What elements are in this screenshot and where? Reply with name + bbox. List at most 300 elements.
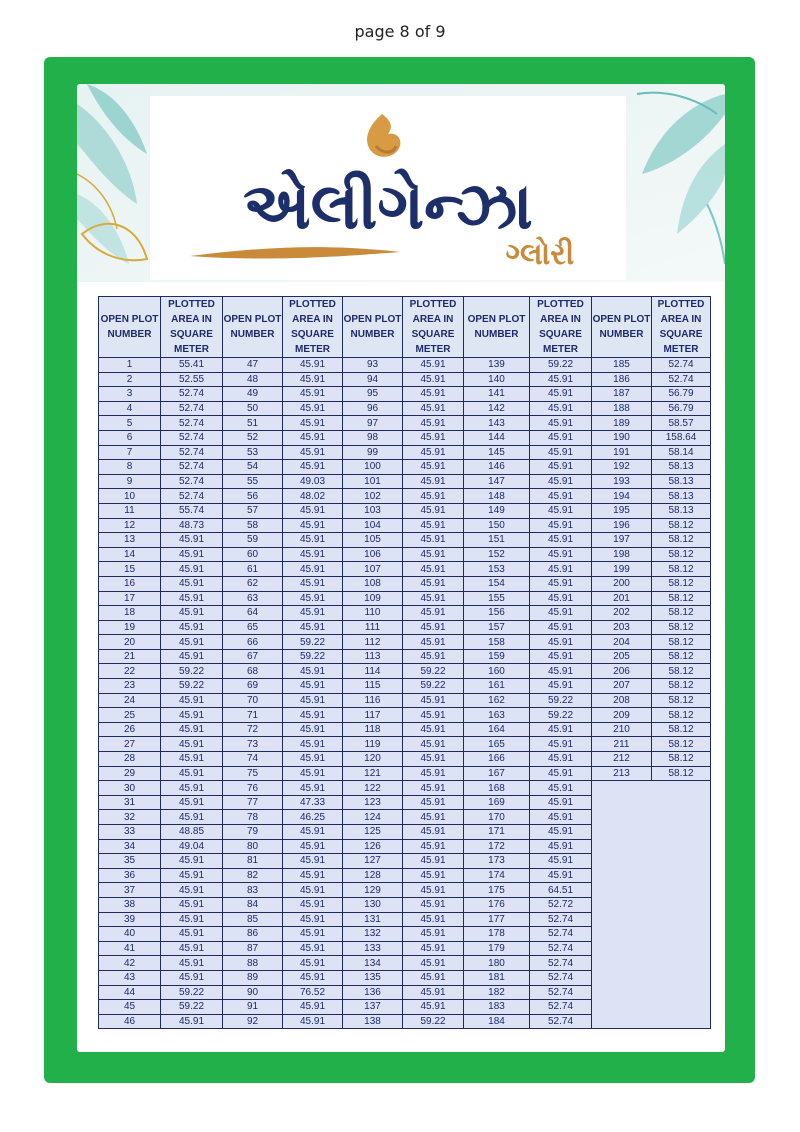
plot-number-cell: 123 (343, 795, 403, 810)
plot-area-cell: 45.91 (161, 1014, 223, 1029)
plot-area-cell: 45.91 (283, 970, 343, 985)
plot-area-cell: 45.91 (283, 430, 343, 445)
plot-number-cell: 38 (99, 897, 161, 912)
plot-number-cell: 64 (223, 606, 283, 621)
plot-area-cell: 58.12 (652, 664, 711, 679)
plot-number-cell: 2 (99, 372, 161, 387)
plot-number-cell: 178 (464, 927, 530, 942)
plot-area-cell: 45.91 (403, 722, 464, 737)
plot-number-cell: 146 (464, 460, 530, 475)
plot-area-cell: 45.91 (530, 547, 592, 562)
plot-area-cell: 45.91 (530, 460, 592, 475)
plot-number-cell: 91 (223, 1000, 283, 1015)
plot-number-cell: 145 (464, 445, 530, 460)
plot-area-cell: 45.91 (161, 693, 223, 708)
plot-area-cell: 55.74 (161, 503, 223, 518)
plot-area-cell: 45.91 (403, 576, 464, 591)
plot-area-cell: 45.91 (403, 474, 464, 489)
plot-area-cell: 45.91 (403, 985, 464, 1000)
table-row (99, 693, 711, 708)
plot-number-cell: 174 (464, 868, 530, 883)
brand-title: એલીગેન્ઝા (243, 170, 533, 244)
plot-area-cell: 45.91 (161, 649, 223, 664)
plot-area-cell: 45.91 (161, 795, 223, 810)
plot-number-cell: 158 (464, 635, 530, 650)
table-row (99, 781, 711, 796)
plot-number-cell: 156 (464, 606, 530, 621)
plot-area-cell: 45.91 (530, 503, 592, 518)
plot-area-cell: 58.12 (652, 722, 711, 737)
plot-area-cell: 45.91 (530, 795, 592, 810)
plot-number-cell: 83 (223, 883, 283, 898)
plot-area-cell: 48.02 (283, 489, 343, 504)
plot-area-cell: 58.12 (652, 752, 711, 767)
plot-area-cell: 46.25 (283, 810, 343, 825)
table-row (99, 460, 711, 475)
plot-area-cell: 45.91 (283, 387, 343, 402)
plot-area-cell: 45.91 (530, 766, 592, 781)
plot-area-cell: 45.91 (161, 868, 223, 883)
plot-number-cell: 9 (99, 474, 161, 489)
plot-number-cell: 203 (592, 620, 652, 635)
plot-area-cell: 45.91 (283, 708, 343, 723)
brand-subtitle: ગ્લોરી (505, 237, 575, 272)
plot-area-cell: 45.91 (530, 649, 592, 664)
plot-number-cell: 58 (223, 518, 283, 533)
plot-number-cell: 109 (343, 591, 403, 606)
plot-area-cell: 45.91 (403, 795, 464, 810)
plot-number-cell: 190 (592, 430, 652, 445)
plot-number-cell: 106 (343, 547, 403, 562)
plot-number-cell: 85 (223, 912, 283, 927)
plot-area-cell: 58.13 (652, 460, 711, 475)
plot-area-cell: 45.91 (403, 825, 464, 840)
plot-area-cell: 45.91 (530, 737, 592, 752)
plot-area-cell: 45.91 (283, 781, 343, 796)
plot-number-cell: 69 (223, 679, 283, 694)
plot-number-cell: 98 (343, 430, 403, 445)
plot-number-cell: 159 (464, 649, 530, 664)
plot-number-cell: 19 (99, 620, 161, 635)
plot-number-cell: 119 (343, 737, 403, 752)
plot-area-cell: 45.91 (283, 1014, 343, 1029)
plot-area-table (98, 296, 711, 1029)
plot-area-cell: 58.12 (652, 562, 711, 577)
header-area: PLOTTED AREA IN SQUARE METER (161, 297, 223, 358)
plot-number-cell: 81 (223, 854, 283, 869)
plot-number-cell: 31 (99, 795, 161, 810)
plot-area-cell: 45.91 (403, 839, 464, 854)
plot-area-cell: 45.91 (161, 708, 223, 723)
plot-number-cell: 51 (223, 416, 283, 431)
table-row (99, 664, 711, 679)
plot-number-cell: 176 (464, 897, 530, 912)
header-plot-number: OPEN PLOT NUMBER (464, 297, 530, 358)
plot-number-cell: 139 (464, 358, 530, 373)
plot-area-cell: 45.91 (530, 679, 592, 694)
plot-number-cell: 116 (343, 693, 403, 708)
table-row (99, 372, 711, 387)
plot-number-cell: 135 (343, 970, 403, 985)
plot-area-cell: 45.91 (403, 416, 464, 431)
plot-area-cell: 45.91 (403, 606, 464, 621)
plot-area-cell: 58.12 (652, 606, 711, 621)
plot-area-cell: 45.91 (283, 533, 343, 548)
plot-number-cell: 47 (223, 358, 283, 373)
plot-area-cell: 58.12 (652, 533, 711, 548)
plot-number-cell: 166 (464, 752, 530, 767)
plot-area-cell: 59.22 (530, 708, 592, 723)
plot-number-cell: 86 (223, 927, 283, 942)
plot-area-cell: 64.51 (530, 883, 592, 898)
plot-area-cell: 45.91 (161, 810, 223, 825)
plot-area-cell: 58.12 (652, 693, 711, 708)
plot-number-cell: 4 (99, 401, 161, 416)
plot-number-cell: 1 (99, 358, 161, 373)
plot-number-cell: 213 (592, 766, 652, 781)
plot-number-cell: 93 (343, 358, 403, 373)
plot-area-cell: 47.33 (283, 795, 343, 810)
plot-number-cell: 13 (99, 533, 161, 548)
plot-number-cell: 112 (343, 635, 403, 650)
plot-number-cell: 200 (592, 576, 652, 591)
plot-number-cell: 43 (99, 970, 161, 985)
table-row (99, 489, 711, 504)
plot-number-cell: 32 (99, 810, 161, 825)
plot-area-cell: 45.91 (530, 854, 592, 869)
plot-number-cell: 24 (99, 693, 161, 708)
plot-area-cell: 45.91 (283, 941, 343, 956)
table-body (99, 358, 711, 1029)
plot-area-cell: 45.91 (403, 562, 464, 577)
plot-area-cell: 45.91 (283, 1000, 343, 1015)
plot-number-cell: 87 (223, 941, 283, 956)
plot-area-cell: 45.91 (403, 372, 464, 387)
plot-number-cell: 152 (464, 547, 530, 562)
plot-area-cell: 58.12 (652, 708, 711, 723)
plot-number-cell: 17 (99, 591, 161, 606)
header-area: PLOTTED AREA IN SQUARE METER (530, 297, 592, 358)
plot-area-cell: 59.22 (161, 985, 223, 1000)
table-row (99, 503, 711, 518)
plot-number-cell: 182 (464, 985, 530, 1000)
plot-number-cell: 70 (223, 693, 283, 708)
plot-area-cell: 45.91 (161, 606, 223, 621)
plot-number-cell: 181 (464, 970, 530, 985)
plot-area-cell: 45.91 (530, 474, 592, 489)
plot-area-cell: 45.91 (283, 912, 343, 927)
header-plot-number: OPEN PLOT NUMBER (592, 297, 652, 358)
plot-area-cell: 45.91 (403, 401, 464, 416)
plot-area-cell: 45.91 (530, 781, 592, 796)
plot-area-cell: 45.91 (530, 576, 592, 591)
plot-area-cell: 45.91 (530, 664, 592, 679)
plot-area-cell: 45.91 (403, 635, 464, 650)
plot-number-cell: 68 (223, 664, 283, 679)
plot-number-cell: 73 (223, 737, 283, 752)
plot-number-cell: 48 (223, 372, 283, 387)
plot-area-cell: 45.91 (403, 460, 464, 475)
plot-area-cell: 45.91 (403, 489, 464, 504)
plot-number-cell: 104 (343, 518, 403, 533)
plot-number-cell: 79 (223, 825, 283, 840)
plot-area-cell: 45.91 (161, 547, 223, 562)
plot-area-cell: 55.41 (161, 358, 223, 373)
plot-number-cell: 193 (592, 474, 652, 489)
plot-number-cell: 161 (464, 679, 530, 694)
plot-number-cell: 136 (343, 985, 403, 1000)
plot-number-cell: 195 (592, 503, 652, 518)
header-area: PLOTTED AREA IN SQUARE METER (403, 297, 464, 358)
plot-area-cell: 45.91 (530, 372, 592, 387)
plot-number-cell: 206 (592, 664, 652, 679)
plot-area-cell: 45.91 (283, 416, 343, 431)
plot-number-cell: 59 (223, 533, 283, 548)
header-plot-number: OPEN PLOT NUMBER (223, 297, 283, 358)
plot-number-cell: 130 (343, 897, 403, 912)
plot-number-cell: 65 (223, 620, 283, 635)
header-area: PLOTTED AREA IN SQUARE METER (652, 297, 711, 358)
plot-number-cell: 212 (592, 752, 652, 767)
plot-area-cell: 45.91 (161, 912, 223, 927)
plot-number-cell: 191 (592, 445, 652, 460)
plot-area-cell: 45.91 (283, 766, 343, 781)
plot-area-cell: 58.12 (652, 620, 711, 635)
plot-area-cell: 45.91 (283, 620, 343, 635)
plot-number-cell: 61 (223, 562, 283, 577)
table-row (99, 752, 711, 767)
plot-area-cell: 45.91 (161, 766, 223, 781)
plot-number-cell: 122 (343, 781, 403, 796)
plot-area-cell: 58.14 (652, 445, 711, 460)
plot-number-cell: 210 (592, 722, 652, 737)
plot-area-cell: 45.91 (283, 591, 343, 606)
plot-number-cell: 46 (99, 1014, 161, 1029)
plot-number-cell: 144 (464, 430, 530, 445)
plot-area-cell: 59.22 (403, 679, 464, 694)
plot-number-cell: 42 (99, 956, 161, 971)
table-row (99, 358, 711, 373)
plot-number-cell: 100 (343, 460, 403, 475)
plot-number-cell: 143 (464, 416, 530, 431)
header-area: PLOTTED AREA IN SQUARE METER (283, 297, 343, 358)
plot-area-cell: 52.74 (530, 1014, 592, 1029)
plot-number-cell: 66 (223, 635, 283, 650)
header-plot-number: OPEN PLOT NUMBER (99, 297, 161, 358)
plot-area-cell: 52.74 (161, 489, 223, 504)
plot-area-cell: 58.13 (652, 489, 711, 504)
plot-area-cell: 45.91 (161, 576, 223, 591)
table-row (99, 562, 711, 577)
plot-number-cell: 21 (99, 649, 161, 664)
plot-number-cell: 102 (343, 489, 403, 504)
plot-number-cell: 75 (223, 766, 283, 781)
plot-number-cell: 11 (99, 503, 161, 518)
plot-area-cell: 45.91 (161, 752, 223, 767)
plot-number-cell: 22 (99, 664, 161, 679)
plot-area-cell: 45.91 (403, 941, 464, 956)
plot-number-cell: 117 (343, 708, 403, 723)
plot-area-cell: 52.74 (530, 912, 592, 927)
table-row (99, 722, 711, 737)
table-row (99, 547, 711, 562)
plot-number-cell: 198 (592, 547, 652, 562)
plot-number-cell: 175 (464, 883, 530, 898)
plot-area-cell: 45.91 (283, 679, 343, 694)
plot-number-cell: 90 (223, 985, 283, 1000)
plot-area-cell: 45.91 (530, 445, 592, 460)
plot-area-cell: 45.91 (161, 941, 223, 956)
plot-area-cell: 52.74 (530, 941, 592, 956)
table-row (99, 474, 711, 489)
plot-number-cell: 192 (592, 460, 652, 475)
table-row (99, 401, 711, 416)
plot-number-cell: 211 (592, 737, 652, 752)
plot-number-cell: 149 (464, 503, 530, 518)
plot-area-cell: 45.91 (530, 752, 592, 767)
plot-area-cell: 58.12 (652, 737, 711, 752)
plot-number-cell: 95 (343, 387, 403, 402)
plot-number-cell: 63 (223, 591, 283, 606)
plot-number-cell: 169 (464, 795, 530, 810)
plot-number-cell: 184 (464, 1014, 530, 1029)
plot-number-cell: 72 (223, 722, 283, 737)
plot-area-cell: 52.74 (161, 445, 223, 460)
plot-number-cell: 118 (343, 722, 403, 737)
page-indicator: page 8 of 9 (354, 22, 446, 41)
plot-area-cell: 45.91 (283, 927, 343, 942)
plot-number-cell: 80 (223, 839, 283, 854)
plot-area-cell: 45.91 (403, 897, 464, 912)
plot-number-cell: 76 (223, 781, 283, 796)
plot-number-cell: 126 (343, 839, 403, 854)
plot-area-cell: 45.91 (283, 401, 343, 416)
table-row (99, 576, 711, 591)
plot-number-cell: 67 (223, 649, 283, 664)
plot-number-cell: 12 (99, 518, 161, 533)
brand-logo (150, 96, 626, 280)
plot-area-cell: 58.12 (652, 591, 711, 606)
plot-number-cell: 125 (343, 825, 403, 840)
plot-area-cell: 58.12 (652, 766, 711, 781)
plot-area-cell: 45.91 (403, 503, 464, 518)
plot-area-cell: 45.91 (403, 766, 464, 781)
plot-number-cell: 74 (223, 752, 283, 767)
plot-area-cell: 45.91 (283, 562, 343, 577)
plot-area-cell: 45.91 (283, 693, 343, 708)
plot-number-cell: 151 (464, 533, 530, 548)
plot-number-cell: 177 (464, 912, 530, 927)
plot-area-cell: 52.55 (161, 372, 223, 387)
plot-area-cell: 45.91 (283, 897, 343, 912)
plot-area-cell: 45.91 (283, 518, 343, 533)
plot-number-cell: 88 (223, 956, 283, 971)
plot-number-cell: 107 (343, 562, 403, 577)
plot-area-cell: 45.91 (403, 883, 464, 898)
plot-number-cell: 133 (343, 941, 403, 956)
table-row (99, 518, 711, 533)
plot-area-cell: 45.91 (403, 708, 464, 723)
plot-area-cell: 45.91 (161, 883, 223, 898)
plot-area-cell: 45.91 (403, 533, 464, 548)
plot-area-cell: 52.74 (530, 985, 592, 1000)
plot-area-cell: 45.91 (161, 722, 223, 737)
plot-area-cell: 45.91 (283, 445, 343, 460)
plot-number-cell: 167 (464, 766, 530, 781)
plot-area-cell: 45.91 (161, 620, 223, 635)
plot-area-cell: 45.91 (403, 737, 464, 752)
table-row (99, 620, 711, 635)
plot-number-cell: 189 (592, 416, 652, 431)
plot-area-cell: 58.13 (652, 474, 711, 489)
table-row (99, 387, 711, 402)
plot-number-cell: 162 (464, 693, 530, 708)
plot-area-cell: 45.91 (161, 897, 223, 912)
table-row (99, 635, 711, 650)
plot-number-cell: 16 (99, 576, 161, 591)
plot-area-cell: 56.79 (652, 387, 711, 402)
plot-number-cell: 205 (592, 649, 652, 664)
plot-area-cell: 45.91 (530, 562, 592, 577)
plot-number-cell: 52 (223, 430, 283, 445)
logo-panel (150, 96, 626, 280)
plot-area-cell: 59.22 (403, 664, 464, 679)
table-row (99, 737, 711, 752)
plot-number-cell: 27 (99, 737, 161, 752)
plot-number-cell: 164 (464, 722, 530, 737)
plot-area-cell: 52.74 (530, 956, 592, 971)
plot-number-cell: 26 (99, 722, 161, 737)
plot-area-cell: 45.91 (403, 810, 464, 825)
plot-area-cell: 45.91 (403, 912, 464, 927)
plot-number-cell: 209 (592, 708, 652, 723)
plot-number-cell: 37 (99, 883, 161, 898)
plot-area-cell: 58.12 (652, 679, 711, 694)
plot-number-cell: 160 (464, 664, 530, 679)
table-row (99, 533, 711, 548)
plot-number-cell: 180 (464, 956, 530, 971)
plot-area-cell: 59.22 (530, 693, 592, 708)
plot-area-cell: 45.91 (283, 854, 343, 869)
plot-area-cell: 45.91 (530, 722, 592, 737)
plot-area-cell: 45.91 (161, 781, 223, 796)
plot-area-cell: 58.13 (652, 503, 711, 518)
plot-area-cell: 45.91 (403, 956, 464, 971)
plot-area-cell: 52.74 (530, 927, 592, 942)
plot-number-cell: 165 (464, 737, 530, 752)
plot-area-cell: 45.91 (403, 518, 464, 533)
plot-area-cell: 52.72 (530, 897, 592, 912)
plot-number-cell: 137 (343, 1000, 403, 1015)
plot-area-cell: 45.91 (161, 970, 223, 985)
plot-number-cell: 44 (99, 985, 161, 1000)
plot-number-cell: 14 (99, 547, 161, 562)
plot-number-cell: 185 (592, 358, 652, 373)
plot-number-cell: 127 (343, 854, 403, 869)
plot-number-cell: 7 (99, 445, 161, 460)
plot-number-cell: 171 (464, 825, 530, 840)
plot-number-cell: 153 (464, 562, 530, 577)
plot-area-cell: 45.91 (283, 576, 343, 591)
plot-number-cell: 56 (223, 489, 283, 504)
plot-area-cell: 48.73 (161, 518, 223, 533)
plot-area-cell: 59.22 (283, 635, 343, 650)
plot-number-cell: 197 (592, 533, 652, 548)
plot-number-cell: 196 (592, 518, 652, 533)
plot-area-cell: 45.91 (283, 868, 343, 883)
plot-number-cell: 132 (343, 927, 403, 942)
plot-number-cell: 62 (223, 576, 283, 591)
